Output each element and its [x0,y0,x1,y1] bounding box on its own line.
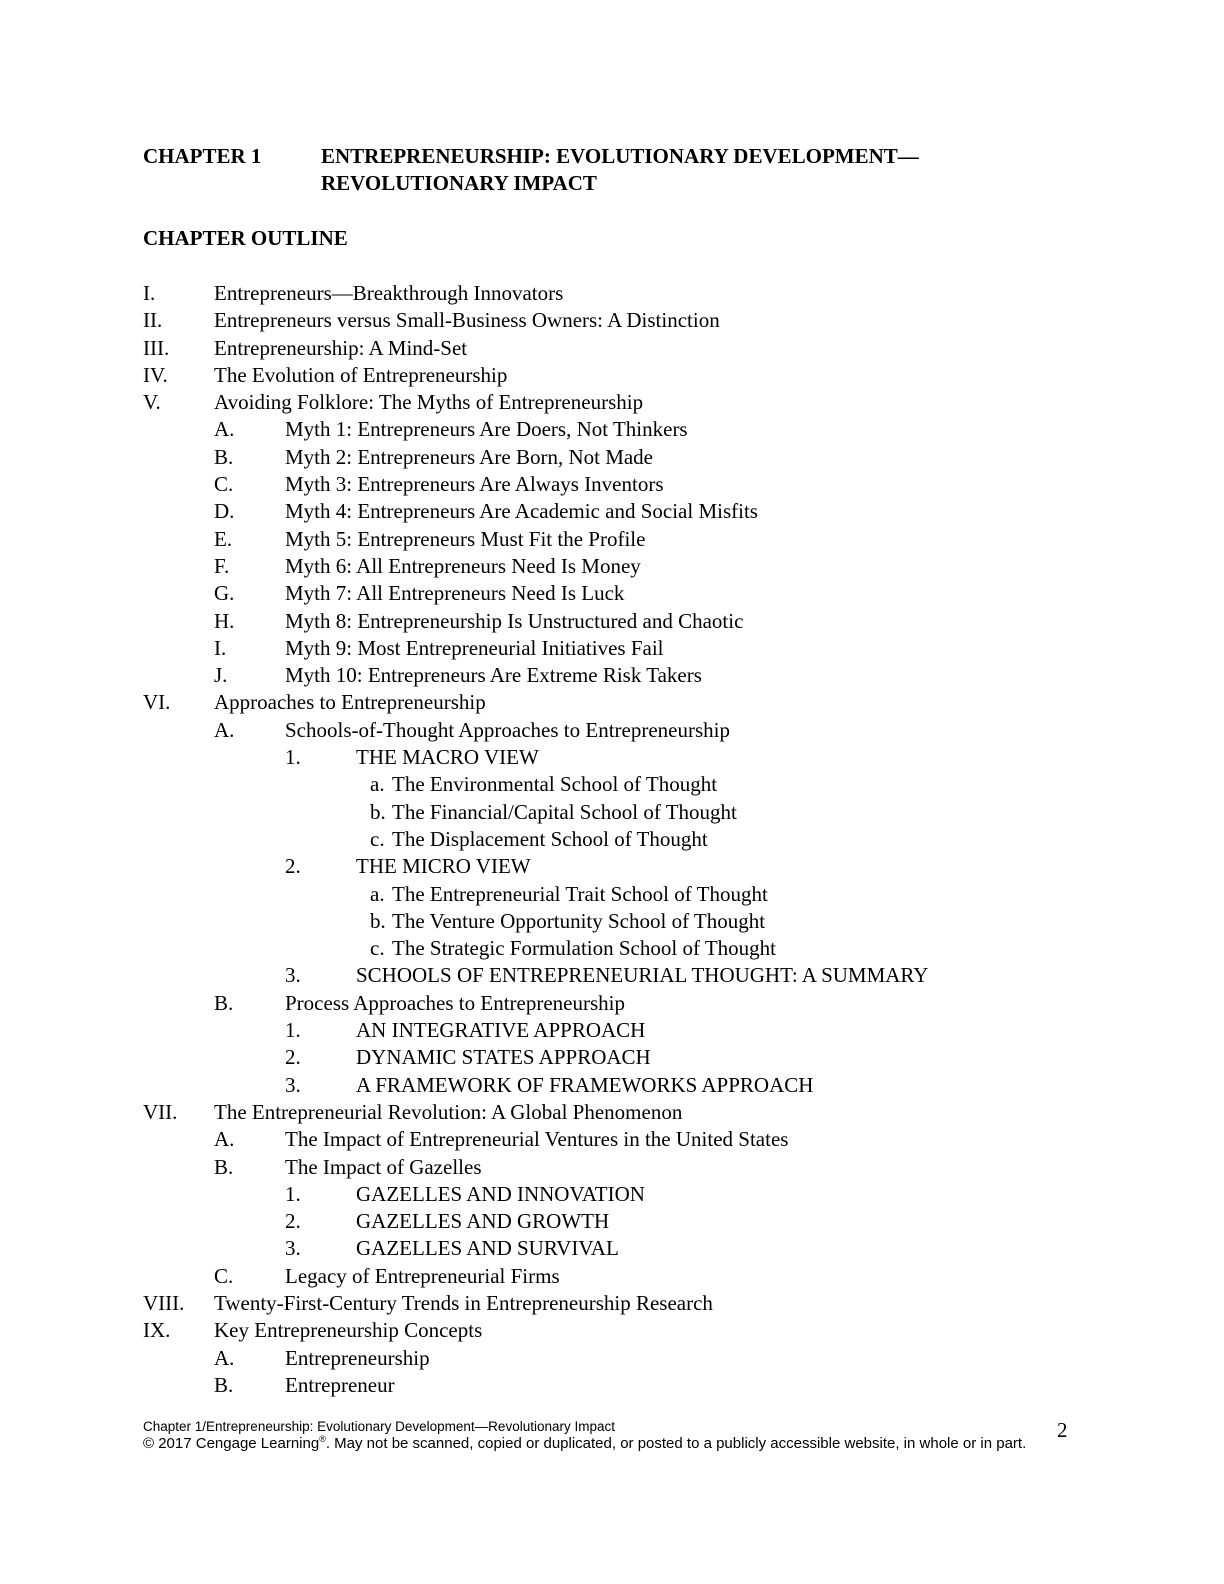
outline-item [0,389,1224,416]
outline-marker: G. [214,581,235,606]
outline-item [0,553,1224,580]
outline-marker: 3. [285,1236,301,1261]
outline-item [0,1235,1224,1262]
outline-marker: 2. [285,1045,301,1070]
chapter-outline [0,280,1224,1399]
outline-text: The Impact of Gazelles [285,1154,482,1179]
chapter-label: CHAPTER 1 [143,144,262,168]
outline-marker: a. [370,881,385,906]
outline-text: The Entrepreneurial Revolution: A Global Phenomenon [214,1099,683,1124]
outline-text: Myth 10: Entrepreneurs Are Extreme Risk Takers [285,663,702,688]
outline-item [0,771,1224,798]
outline-item [0,362,1224,389]
chapter-title-line2: REVOLUTIONARY IMPACT [321,171,597,195]
outline-marker: B. [214,444,234,469]
outline-item [0,1263,1224,1290]
outline-marker: A. [214,717,235,742]
outline-text: Legacy of Entrepreneurial Firms [285,1263,560,1288]
outline-marker: 2. [285,1209,301,1234]
outline-text: The Impact of Entrepreneurial Ventures in the United States [285,1127,789,1152]
outline-text: GAZELLES AND INNOVATION [356,1181,645,1206]
outline-text: Process Approaches to Entrepreneurship [285,990,625,1015]
outline-marker: A. [214,417,235,442]
outline-item [0,1072,1224,1099]
chapter-title [321,143,919,197]
outline-item [0,1317,1224,1344]
outline-marker: D. [214,499,235,524]
copyright-prefix: © 2017 Cengage Learning [143,1435,320,1452]
outline-item [0,962,1224,989]
outline-item [0,335,1224,362]
outline-text: Entrepreneurship [285,1345,430,1370]
outline-item [0,280,1224,307]
outline-text: Entrepreneurs—Breakthrough Innovators [214,281,564,305]
outline-text: Schools-of-Thought Approaches to Entrepreneurship [285,717,730,742]
outline-marker: I. [143,281,156,305]
outline-item [0,635,1224,662]
outline-item [0,662,1224,689]
outline-marker: J. [214,663,228,688]
outline-text: Key Entrepreneurship Concepts [214,1318,483,1343]
outline-text: The Venture Opportunity School of Thought [392,908,766,933]
outline-marker: E. [214,526,233,551]
outline-marker: VII. [143,1099,178,1124]
outline-text: Myth 4: Entrepreneurs Are Academic and Social Misfits [285,499,758,524]
outline-marker: C. [214,472,234,497]
outline-marker: A. [214,1345,235,1370]
outline-marker: H. [214,608,235,633]
outline-item [0,580,1224,607]
outline-text: Myth 1: Entrepreneurs Are Doers, Not Thinkers [285,417,688,442]
outline-item [0,826,1224,853]
outline-text: THE MACRO VIEW [356,745,539,770]
outline-text: GAZELLES AND GROWTH [356,1209,610,1234]
outline-text: DYNAMIC STATES APPROACH [356,1045,651,1070]
outline-item [0,416,1224,443]
outline-item [0,717,1224,744]
outline-item [0,1290,1224,1317]
outline-marker: C. [214,1263,234,1288]
outline-marker: B. [214,1154,234,1179]
outline-text: Approaches to Entrepreneurship [214,690,486,715]
outline-item [0,526,1224,553]
outline-marker: VIII. [143,1290,185,1315]
outline-text: The Financial/Capital School of Thought [392,799,737,824]
outline-text: Entrepreneurs versus Small-Business Owners: A Distinction [214,308,720,333]
outline-text: Myth 3: Entrepreneurs Are Always Inventors [285,472,664,497]
outline-item [0,799,1224,826]
outline-marker: V. [143,390,161,415]
outline-text: A FRAMEWORK OF FRAMEWORKS APPROACH [356,1072,814,1097]
outline-text: Myth 2: Entrepreneurs Are Born, Not Made [285,444,654,469]
page-number: 2 [1057,1418,1068,1442]
outline-item [0,1017,1224,1044]
outline-text: Entrepreneur [285,1372,395,1397]
outline-item [0,853,1224,880]
outline-item [0,608,1224,635]
outline-item [0,744,1224,771]
outline-item [0,307,1224,334]
footer-running-title: Chapter 1/Entrepreneurship: Evolutionary Development—Revolutionary Impact [143,1419,615,1434]
outline-marker: 2. [285,854,301,879]
outline-marker: 1. [285,1181,301,1206]
footer-copyright [143,1435,1061,1453]
copyright-suffix: . May not be scanned, copied or duplicated, or posted to a publicly accessible website, in whole or in part. [325,1435,1027,1452]
outline-item [0,935,1224,962]
outline-item [0,1099,1224,1126]
outline-item [0,1044,1224,1071]
outline-marker: c. [370,826,385,851]
outline-text: Myth 6: All Entrepreneurs Need Is Money [285,553,641,578]
outline-text: Avoiding Folklore: The Myths of Entrepreneurship [214,390,644,415]
outline-item [0,444,1224,471]
outline-text: Myth 5: Entrepreneurs Must Fit the Profile [285,526,646,551]
outline-text: GAZELLES AND SURVIVAL [356,1236,619,1261]
outline-item [0,1208,1224,1235]
outline-text: Myth 8: Entrepreneurship Is Unstructured and Chaotic [285,608,744,633]
outline-marker: B. [214,1372,234,1397]
outline-marker: c. [370,936,385,961]
outline-text: The Displacement School of Thought [392,826,708,851]
outline-item [0,990,1224,1017]
outline-item [0,689,1224,716]
outline-item [0,1126,1224,1153]
outline-marker: A. [214,1127,235,1152]
outline-text: The Entrepreneurial Trait School of Thought [392,881,768,906]
outline-item [0,1154,1224,1181]
outline-marker: F. [214,553,230,578]
outline-item [0,908,1224,935]
outline-text: The Strategic Formulation School of Thought [392,936,776,961]
outline-marker: 3. [285,963,301,988]
outline-marker: 1. [285,745,301,770]
outline-marker: 3. [285,1072,301,1097]
outline-item [0,881,1224,908]
outline-text: Entrepreneurship: A Mind-Set [214,335,468,360]
outline-text: The Evolution of Entrepreneurship [214,362,508,387]
outline-item [0,498,1224,525]
outline-item [0,1181,1224,1208]
outline-text: The Environmental School of Thought [392,772,718,797]
outline-marker: IX. [143,1318,171,1343]
outline-marker: b. [370,799,386,824]
chapter-title-line1: ENTREPRENEURSHIP: EVOLUTIONARY DEVELOPMENT— [321,144,919,168]
outline-text: Myth 7: All Entrepreneurs Need Is Luck [285,581,625,606]
outline-text: Twenty-First-Century Trends in Entrepreneurship Research [214,1290,713,1315]
outline-item [0,471,1224,498]
outline-text: SCHOOLS OF ENTREPRENEURIAL THOUGHT: A SUMMARY [356,963,929,988]
outline-marker: b. [370,908,386,933]
outline-marker: B. [214,990,234,1015]
outline-marker: VI. [143,690,171,715]
outline-text: AN INTEGRATIVE APPROACH [356,1018,646,1043]
outline-item [0,1372,1224,1399]
outline-heading: CHAPTER OUTLINE [143,226,348,250]
outline-marker: IV. [143,362,168,387]
outline-item [0,1345,1224,1372]
page-footer [143,1419,1083,1453]
outline-marker: a. [370,772,385,797]
outline-text: THE MICRO VIEW [356,854,531,879]
outline-marker: 1. [285,1018,301,1043]
outline-marker: I. [214,635,227,660]
outline-marker: III. [143,335,170,360]
outline-text: Myth 9: Most Entrepreneurial Initiatives Fail [285,635,664,660]
outline-marker: II. [143,308,163,333]
registered-mark: ® [319,1434,326,1444]
